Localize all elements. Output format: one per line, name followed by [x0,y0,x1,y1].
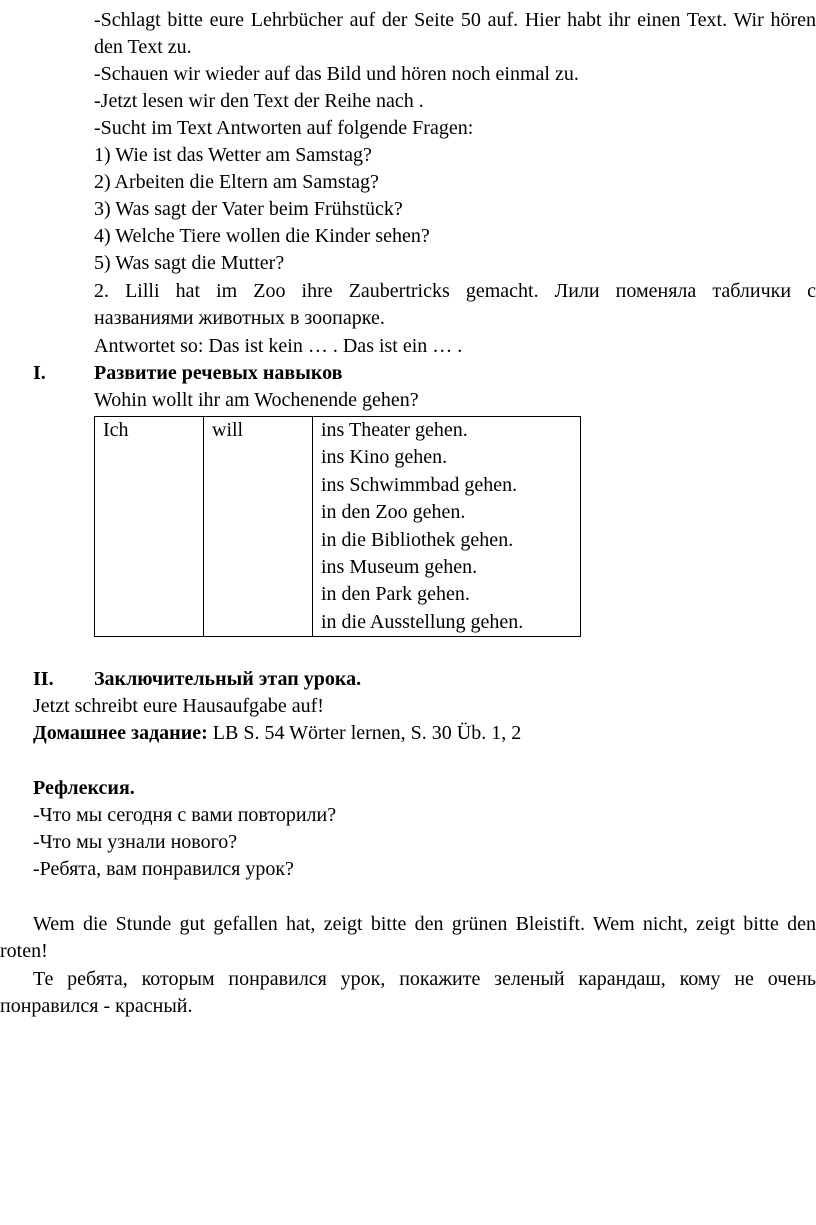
section-2-number: II. [33,668,54,690]
table-cell-options [313,417,581,637]
section-1-title: Развитие речевых навыков [94,362,343,384]
intro-line-4: -Jetzt lesen wir den Text der Reihe nach . [94,90,424,112]
question-4: 4) Welche Tiere wollen die Kinder sehen? [94,225,430,247]
intro-line-2: den Text zu. [94,36,192,58]
reflection-title: Рефлексия. [33,777,135,799]
homework-text: LB S. 54 Wörter lernen, S. 30 Üb. 1, 2 [207,722,522,744]
option-item: ins Theater gehen. [321,419,468,441]
section-1-question: Wohin wollt ihr am Wochenende gehen? [94,389,419,411]
phrases-table [94,416,581,637]
option-item: in den Park gehen. [321,583,470,606]
table-cell-subject [95,417,204,637]
question-2: 2) Arbeiten die Eltern am Samstag? [94,171,379,193]
question-5: 5) Was sagt die Mutter? [94,252,285,274]
reflection-de-line-1: Wem die Stunde gut gefallen hat, zeigt bitte den grünen Bleistift. Wem nicht, zeigt bitte den [33,913,816,935]
reflection-question-2: -Что мы узнали нового? [33,831,238,853]
reflection-de-line-2: roten! [0,940,48,962]
intro-line-3: -Schauen wir wieder auf das Bild und hören noch einmal zu. [94,63,579,85]
reflection-ru-line-1: Те ребята, которым понравился урок, покажите зеленый карандаш, кому не очень [33,968,816,990]
subject-text: Ich [103,419,129,441]
option-item: in den Zoo gehen. [321,501,466,524]
homework-label: Домашнее задание: [33,722,208,744]
option-item: ins Schwimmbad gehen. [321,473,518,496]
reflection-question-1: -Что мы сегодня с вами повторили? [33,804,337,826]
section-2-title: Заключительный этап урока. [94,668,362,690]
task2-line-1: 2. Lilli hat im Zoo ihre Zaubertricks gemacht. Лили поменяла таблички с [94,280,816,302]
question-1: 1) Wie ist das Wetter am Samstag? [94,144,372,166]
question-3: 3) Was sagt der Vater beim Frühstück? [94,198,403,220]
task2-line-2: названиями животных в зоопарке. [94,307,385,329]
homework-intro: Jetzt schreibt eure Hausaufgabe auf! [33,695,324,717]
intro-line-1: -Schlagt bitte eure Lehrbücher auf der Seite 50 auf. Hier habt ihr einen Text. Wir hören [94,9,816,31]
task2-line-3: Antwortet so: Das ist kein … . Das ist ein … . [94,335,463,357]
table-cell-verb [204,417,313,637]
option-item: ins Kino gehen. [321,446,448,469]
reflection-question-3: -Ребята, вам понравился урок? [33,858,294,880]
option-item: in die Bibliothek gehen. [321,528,514,551]
option-item: in die Ausstellung gehen. [321,610,524,633]
verb-text: will [212,419,244,441]
section-1-number: I. [33,362,46,384]
option-item: ins Museum gehen. [321,555,478,578]
intro-line-5: -Sucht im Text Antworten auf folgende Fragen: [94,117,474,139]
reflection-ru-line-2: понравился - красный. [0,995,193,1017]
homework-line [33,721,521,745]
